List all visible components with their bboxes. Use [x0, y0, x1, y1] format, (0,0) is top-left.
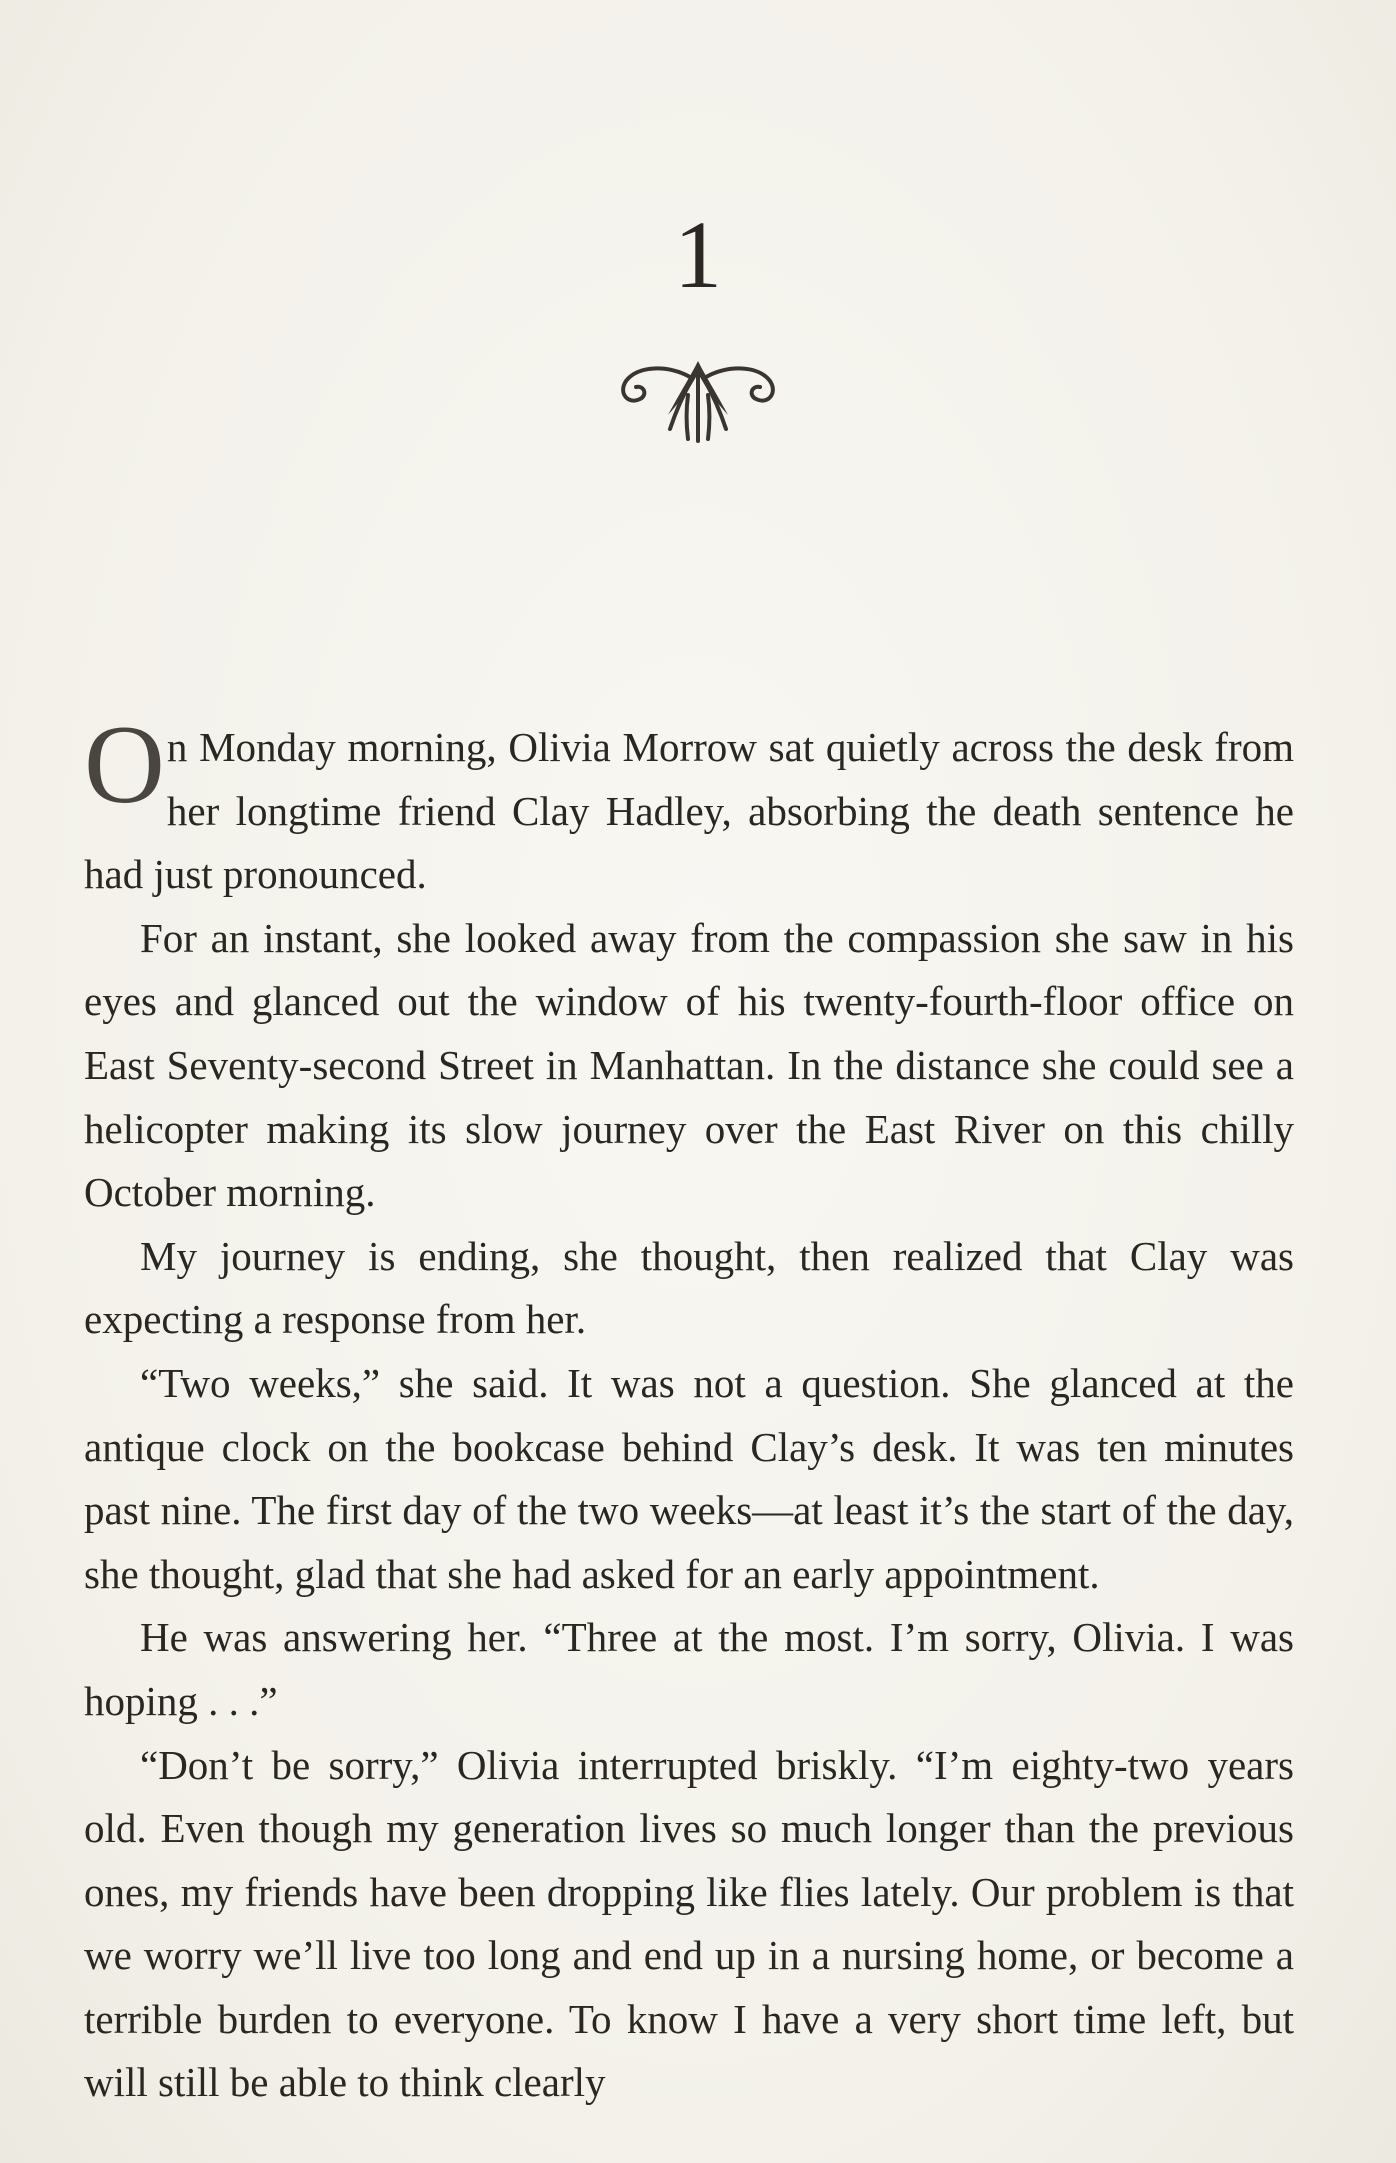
chapter-number: 1 — [674, 201, 722, 308]
paragraph: “Don’t be sorry,” Olivia interrupted briskly. “I’m eighty-two years old. Even though my generation lives so much longer than the previous ones, my friends have been dropping like flies lately. Our problem is that we worry we’ll live too long and end up in a nursing home, or become a terrible burden to everyone. To know I have a very short time left, but will still be able to think clearly — [84, 1741, 1294, 2106]
fleuron-ornament-icon — [598, 355, 798, 445]
paragraph — [84, 703, 1294, 907]
paragraph: “Two weeks,” she said. It was not a question. She glanced at the antique clock on the bookcase behind Clay’s desk. It was ten minutes past nine. The first day of the two weeks—at least it’s the start of the day, she thought, glad that she had asked for an early appointment. — [84, 1359, 1294, 1597]
paragraph: He was answering her. “Three at the most. I’m sorry, Olivia. I was hoping . . .” — [84, 1614, 1294, 1724]
paragraph: For an instant, she looked away from the compassion she saw in his eyes and glanced out the window of his twenty-fourth-floor office on East Seventy-second Street in Manhattan. In the distance she could see a helicopter making its slow journey over the East River on this chilly October morning. — [84, 914, 1294, 1216]
drop-cap: O — [84, 703, 165, 827]
paragraph: My journey is ending, she thought, then realized that Clay was expecting a response from her. — [84, 1232, 1294, 1343]
paragraph-text: n Monday morning, Olivia Morrow sat quietly across the desk from her longtime friend Clay Hadley, absorbing the death sentence he had just pronounced. — [84, 724, 1294, 898]
chapter-body-text — [84, 703, 1294, 2115]
